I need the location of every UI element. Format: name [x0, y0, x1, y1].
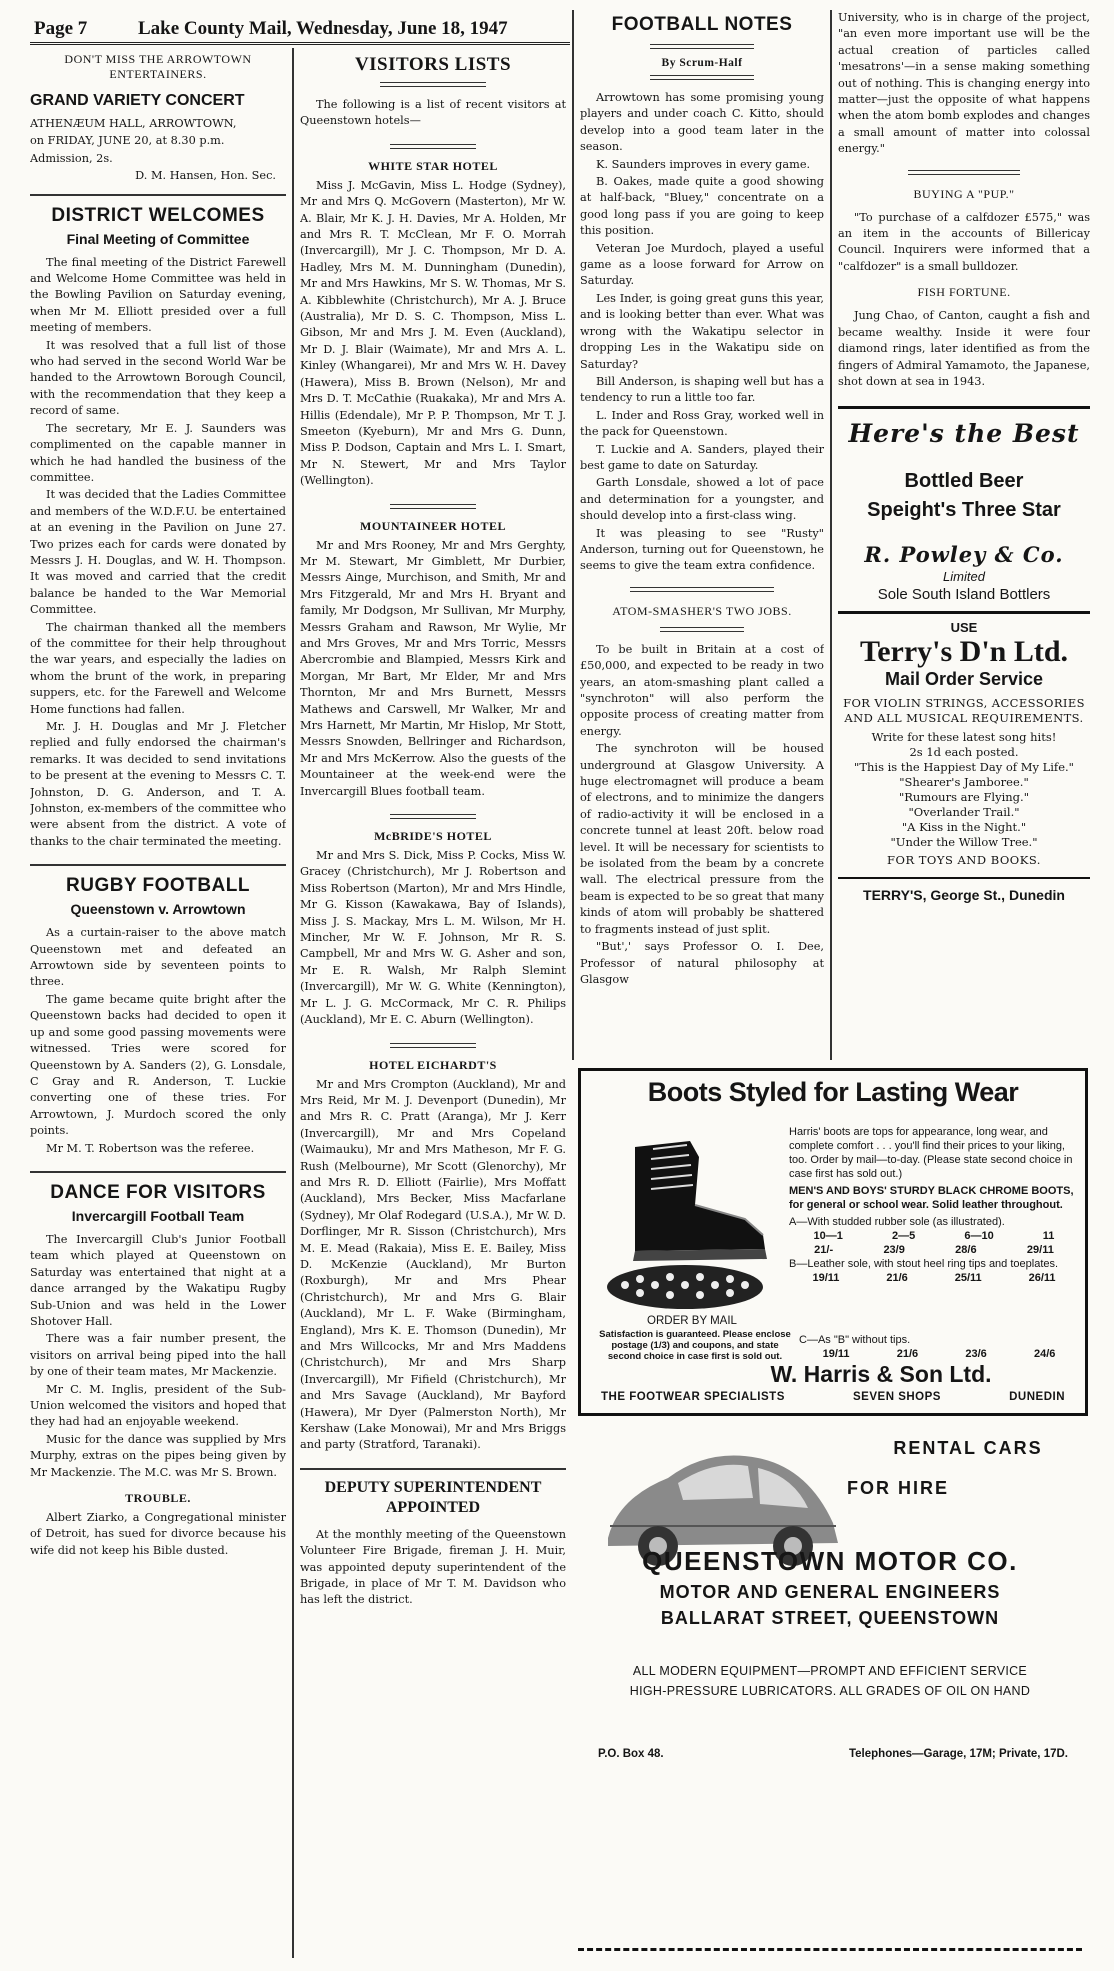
masthead — [30, 12, 570, 45]
paragraph: It was resolved that a full list of those who had served in the second World War be handed to the Arrowtown Borough Council, with the recommendation that they keep a record of same. — [30, 338, 286, 418]
boots-intro: Harris' boots are tops for appearance, long wear, and complete comfort . . . you'll find their prices to your liking, too. Order by mail—to-day. (Please state second choice in case first has sold out.) — [789, 1126, 1073, 1180]
boots-option-b: B—Leather sole, with stout heel ring tips and toeplates. — [789, 1258, 1059, 1270]
boots-footer — [601, 1391, 1065, 1403]
size: 11 — [1042, 1230, 1055, 1242]
paragraph: There was a fair number present, the visitors on arrival being piped into the hall by one of their team mates, Mr Mackenzie. — [30, 1332, 286, 1379]
price: 23/6 — [965, 1348, 987, 1360]
price-row — [789, 1271, 1079, 1285]
paragraph: Mr C. M. Inglis, president of the Sub-Union welcomed the visitors and hoped that they had had an enjoyable weekend. — [30, 1382, 286, 1429]
song-title: "Overlander Trail." — [908, 805, 1020, 820]
rugby-heading: RUGBY FOOTBALL — [66, 875, 250, 897]
beer-brand: Speight's Three Star — [867, 499, 1061, 522]
boots-product: MEN'S AND BOYS' STURDY BLACK CHROME BOOTS, for general or school wear. Solid leather throughout. — [789, 1185, 1074, 1211]
paragraph: The Invercargill Club's Junior Football team which played at Queenstown on Saturday was entertained that night at a dance arranged by the Wakatipu Rugby Sub-Union and was held in the Lower Shotover Hall. — [30, 1232, 286, 1328]
concert-date: on FRIDAY, JUNE 20, at 8.30 p.m. — [30, 134, 225, 148]
hotel-visitors: Mr and Mrs S. Dick, Miss P. Cocks, Miss W. Gracey (Christchurch), Mr J. Robertson and Miss Robertson (Marton), Mr and Mrs Hindle, Mr G. Kisson (Kawakawa, Bay of Islands), Miss J. S. Mackay, Mrs L. M. Wilson, Mr H. Mincher, Mr W. F. Johnson, Mr R. S. Campbell, Mr and Mrs W. G. Asher and son, Mr E. R. Walsh, Mr Ralph Slemint (Invercargill), Mr W. G. White (Kennington), Mr L. J. G. McCormack, Mr C. R. Philips (Auckland), Mr E. C. Aburn (Wellington). — [300, 849, 566, 1027]
column-2 — [300, 52, 566, 1962]
football-heading: FOOTBALL NOTES — [611, 14, 793, 35]
boots-specialists: THE FOOTWEAR SPECIALISTS — [601, 1391, 785, 1403]
size: 6—10 — [964, 1230, 994, 1242]
terrys-name: Terry's D'n Ltd. — [859, 635, 1069, 669]
song-title: "This is the Happiest Day of My Life." — [854, 760, 1074, 775]
column-4 — [838, 10, 1090, 1060]
atom-heading: ATOM-SMASHER'S TWO JOBS. — [612, 603, 792, 618]
district-article — [30, 255, 286, 851]
deputy-heading-1: DEPUTY SUPERINTENDENT — [324, 1478, 542, 1496]
visitors-intro: The following is a list of recent visitors at Queenstown hotels— — [300, 98, 566, 128]
price: 24/6 — [1033, 1348, 1056, 1360]
boots-option-a: A—With studded rubber sole (as illustrated). — [789, 1216, 1005, 1228]
boots-city: DUNEDIN — [1009, 1391, 1065, 1403]
price-row — [789, 1243, 1079, 1257]
beer-company: R. Powley & Co. — [864, 542, 1064, 568]
terrys-service: Mail Order Service — [884, 669, 1044, 690]
trouble-paragraph: Albert Ziarko, a Congregational minister of Detroit, has sued for divorce because his wife did not keep his Bible dusted. — [30, 1511, 286, 1557]
concert-signature: D. M. Hansen, Hon. Sec. — [135, 169, 276, 183]
concert-venue: ATHENÆUM HALL, ARROWTOWN, — [30, 117, 237, 130]
paragraph: T. Luckie and A. Sanders, played their best game to date on Saturday. — [580, 442, 824, 472]
paragraph: Les Inder, is going great guns this year, and is looking better than ever. What was wrong with the Wakatipu selector in dropping Les in the Wakatipu side on Saturday? — [580, 291, 824, 371]
boots-shops: SEVEN SHOPS — [853, 1391, 941, 1403]
rugby-article — [30, 925, 286, 1157]
column-1 — [30, 52, 286, 1962]
paragraph: "But',' says Professor O. I. Dee, Professor of natural philosophy at Glasgow — [580, 940, 824, 986]
song-title: "Rumours are Flying." — [898, 790, 1029, 805]
atom-continued: University, who is in charge of the project, "an even more important use will be the actual creation of particles called 'mesatrons'—in a sense making something out of nothing. This is changing energy into matter—just the opposite of what happens when the atom bomb explodes and changes a small amount of matter into colossal energy." — [838, 11, 1090, 156]
hotel-visitors: Mr and Mrs Rooney, Mr and Mrs Gerghty, Mr M. Stewart, Mr Gimblett, Mr Durbier, Messrs Ainge, Murchison, and Smith, Mr and Mrs Fitzgerald, Mr and Mrs H. Bryant and family, Mr Dodgson, Mr Sullivan, Mr Murphy, Messrs Graham and Rawson, Mr Wylie, Mr and Mrs Groves, Mr and Mrs Torric, Messrs Abercrombie and Blampied, Messrs Kirk and Morgan, Mr Bart, Mr Elder, Mr and Mrs Thornton, Mr and Mrs Burnett, Messrs Mathews and Carswell, Mr Walker, Mr and Mrs Harnett, Mr Martin, Mr Hislop, Mr Stott, Messrs Snowden, Bellringer and Richardson, Mr and Mrs McKerrow. Also the guests of the Mountaineer at the week-end were the Invercargill Blues football team. — [300, 538, 566, 798]
hotel-visitors: Mr and Mrs Crompton (Auckland), Mr and Mrs Reid, Mr M. J. Devenport (Dunedin), Mr and Mrs R. C. Pratt (Aranga), Mr J. Kerr (Invercargill), Mr and Mrs Copeland (Waimauku), Mr and Mrs Matheson, Mr F. G. Rush (Melbourne), Mr Scott (Glenorchy), Mr and Mrs R. D. Elliott (Fairlie), Mrs Moffatt (Auckland), Mrs Becker, Miss Macfarlane (Sydney), Mr Olaf Rodegard (U.S.A.), Mr W. D. Dorflinger, Mr R. Sisson (Christchurch), Mrs M. E. Mead (Rakaia), Miss E. E. Bailey, Miss D. McKenzie (Auckland), Mr Burton (Roxburgh), Mr and Mrs Phear (Christchurch), Mr and Mrs G. Blair (Auckland), Mr L. F. Wake (Birmingham, England), Mrs K. E. Thomson (Dunedin), Mr and Mrs Willcocks, Mr and Mrs Maddens (Christchurch), Mr and Mrs Sharp (Invercargill), Mr Fifield (Christchurch), Mr and Mrs Savage (Auckland), Mr Bayford (Hawera), Mr Dyer (Palmerston North), Mr Kershaw (Lake Monowai), Mr and Mrs Briggs and party (Stratford, Taranaki). — [300, 1077, 566, 1452]
price: 23/9 — [883, 1244, 905, 1256]
rugby-subheading: Queenstown v. Arrowtown — [70, 901, 246, 918]
beer-product: Bottled Beer — [904, 470, 1024, 493]
price: 21/6 — [896, 1348, 919, 1360]
paragraph: It was decided that the Ladies Committee and members of the W.D.F.U. be entertained at an evening in the Pavilion on June 27. Two prizes each for cards were donated by Messrs J. H. Douglas, and W. H. Thompson. It was moved and carried that the credit balance be handed to the War Memorial Committee. — [30, 488, 286, 617]
rental-line-1: RENTAL CARS — [893, 1438, 1043, 1458]
motor-service-2: HIGH-PRESSURE LUBRICATORS. ALL GRADES OF OIL ON HAND — [629, 1684, 1031, 1698]
paragraph: The game became quite bright after the Queenstown backs had decided to open it up and some good passing movements were witnessed. Tries were scored for Queenstown by A. Sanders (2), G. Lonsdale, C Gray and R. Anderson, T. Luckie converting one of these tries. For Arrowtown, J. Murdoch scored the only points. — [30, 992, 286, 1138]
masthead-title: Lake County Mail, Wednesday, June 18, 1947 — [138, 18, 508, 39]
column-rule — [830, 10, 832, 1060]
price: 29/11 — [1026, 1244, 1054, 1256]
hotel-name: MOUNTAINEER HOTEL — [360, 518, 506, 533]
dance-heading: DANCE FOR VISITORS — [50, 1181, 266, 1203]
paragraph: It was pleasing to see "Rusty" Anderson, turning out for Queenstown, he seems to give the team extra confidence. — [580, 526, 824, 573]
price: 21/- — [814, 1244, 834, 1256]
terrys-for-line: FOR VIOLIN STRINGS, ACCESSORIES AND ALL MUSICAL REQUIREMENTS. — [843, 696, 1085, 726]
terrys-advertisement — [838, 614, 1090, 903]
deputy-paragraph: At the monthly meeting of the Queenstown Volunteer Fire Brigade, fireman J. H. Muir, was appointed deputy superintendent of the Brigade, in place of Mr T. M. Davidson who has left the district. — [300, 1527, 566, 1607]
paragraph: As a curtain-raiser to the above match Queenstown met and defeated an Arrowtown side by seventeen points to three. — [30, 926, 286, 989]
fish-heading: FISH FORTUNE. — [917, 285, 1011, 300]
motor-advertisement — [578, 1418, 1082, 1951]
deputy-heading-2: APPOINTED — [385, 1498, 481, 1516]
paragraph: The chairman thanked all the members of the committee for their help throughout the war years, and especially the ladies on whom the brunt of the work, in preparing suppers, etc. for the Farewell and Welcome Home functions had fallen. — [30, 620, 286, 716]
boots-headline: Boots Styled for Lasting Wear — [647, 1077, 1019, 1107]
motor-address: BALLARAT STREET, QUEENSTOWN — [660, 1608, 1000, 1628]
size-row — [789, 1229, 1079, 1243]
rental-line-2: FOR HIRE — [846, 1478, 949, 1498]
motor-po-box: P.O. Box 48. — [598, 1748, 664, 1760]
terrys-use: USE — [950, 620, 978, 636]
district-heading: DISTRICT WELCOMES — [51, 204, 265, 226]
boots-advertisement — [578, 1068, 1088, 1416]
size: 10—1 — [813, 1230, 843, 1242]
price-row — [799, 1347, 1079, 1361]
size: 2—5 — [892, 1230, 916, 1242]
motor-engineers: MOTOR AND GENERAL ENGINEERS — [659, 1582, 1001, 1602]
motor-service-1: ALL MODERN EQUIPMENT—PROMPT AND EFFICIENT SERVICE — [632, 1664, 1028, 1678]
boot-illustration — [595, 1127, 785, 1317]
boots-order: ORDER BY MAIL — [647, 1315, 737, 1327]
district-subheading: Final Meeting of Committee — [66, 230, 250, 247]
price: 19/11 — [812, 1272, 840, 1284]
terrys-write: Write for these latest song hits! — [871, 730, 1057, 745]
price: 25/11 — [954, 1272, 982, 1284]
paragraph: The synchroton will be housed underground at Glasgow University. A huge electromagnet will produce a beam of electrons, and to minimize the dangers of radio-activity it will be enclosed in a concrete tunnel at least 20ft. below road level. It will be necessary for scientists to be isolated from the beam by a concrete wall. The electrical pressure from the beam is expected to be so great that many kinds of atom will probably be shattered to fragments instead of just split. — [580, 742, 824, 936]
hotel-visitors: Miss J. McGavin, Miss L. Hodge (Sydney), Mr and Mrs Q. McGovern (Masterton), Mr W. A. Blair, Mr K. J. H. Davies, Mr A. Holden, Mr and Mrs R. T. McClean, Mr F. O. Morrah (Invercargill), Mr J. C. Thompson, Mr D. A. Hadley, Mrs M. M. Dunningham (Dunedin), Mr and Mrs Hawkins, Mr S. W. Thomas, Mr S. A. Kibblewhite (Christchurch), Mr A. J. Bruce (Australia), Mr D. S. C. Thompson, Miss L. Gibson, Mr and Mrs J. M. Even (Auckland), Mr D. J. Blair (Waimate), Mr and Mrs A. L. Kinley (Whangarei), Mr and Mrs W. H. Davey (Hawera), Miss B. Brown (Nelson), Mr and Mrs D. T. McCathie (Ruakaka), Mr and Mrs A. Hillis (Edendale), Mr P. P. Thompson, Mr T. J. Smeeton (Kyeburn), Mr and Mrs G. Dunn, Miss P. Dodson, Captain and Mrs L. I. Smart, Mr N. Stewert, Mr and Mrs Taylor (Wellington). — [300, 178, 566, 488]
column-rule — [292, 48, 294, 1958]
pup-heading: BUYING A "PUP." — [913, 186, 1015, 201]
paragraph: Mr. J. H. Douglas and Mr J. Fletcher replied and fully endorsed the chairman's remarks. It was decided to send invitations to be present at the evening to Messrs C. T. Johnston, D. G. Anderson, and T. A. Johnston, ex-members of the committee who were absent from the district. A vote of thanks to the chair terminated the meeting. — [30, 720, 286, 848]
column-3 — [580, 12, 824, 1057]
dance-subheading: Invercargill Football Team — [71, 1207, 245, 1224]
song-title: "A Kiss in the Night." — [901, 820, 1027, 835]
column-rule — [572, 10, 574, 1060]
paragraph: Mr M. T. Robertson was the referee. — [46, 1141, 255, 1155]
hotel-name: HOTEL EICHARDT'S — [369, 1057, 497, 1072]
motor-phones: Telephones—Garage, 17M; Private, 17D. — [848, 1748, 1068, 1760]
pup-paragraph: "To purchase of a calfdozer £575," was an item in the accounts of Billericay Council. Inquirers were informed that a "calfdozer" is a small bulldozer. — [838, 210, 1090, 273]
notice-line2: ENTERTAINERS. — [109, 67, 207, 81]
dance-article — [30, 1232, 286, 1481]
fish-paragraph: Jung Chao, of Canton, caught a fish and became wealthy. Inside it were four diamond rings, later identified as from the fingers of Admiral Yamamoto, the Japanese, shot down at sea in 1943. — [838, 309, 1090, 388]
paragraph: Garth Lonsdale, showed a lot of pace and determination for a youngster, and should develop into a first-class wing. — [580, 476, 824, 523]
song-title: "Shearer's Jamboree." — [899, 775, 1029, 790]
trouble-heading: TROUBLE. — [125, 1491, 191, 1506]
boots-company: W. Harris & Son Ltd. — [770, 1361, 992, 1387]
price: 26/11 — [1028, 1272, 1056, 1284]
paragraph: K. Saunders improves in every game. — [596, 157, 811, 171]
beer-role: Sole South Island Bottlers — [877, 586, 1051, 604]
paragraph: L. Inder and Ross Gray, worked well in the pack for Queenstown. — [580, 408, 824, 439]
football-article — [580, 90, 824, 575]
boots-guarantee: Satisfaction is guaranteed. Please enclose postage (1/3) and coupons, and state second choice in case first is sold out. — [599, 1329, 791, 1362]
price: 21/6 — [886, 1272, 908, 1284]
concert-admission: Admission, 2s. — [30, 151, 113, 165]
beer-headline: Here's the Best — [848, 419, 1080, 449]
paragraph: The final meeting of the District Farewell and Welcome Home Committee was held in the Bowling Pavilion on Saturday evening, when Mr M. Elliott presided over a full meeting of members. — [30, 255, 286, 335]
visitors-heading: VISITORS LISTS — [354, 54, 512, 75]
football-byline: By Scrum-Half — [661, 57, 743, 69]
paragraph: Bill Anderson, is shaping well but has a tendency to run a little too far. — [580, 374, 824, 405]
paragraph: The secretary, Mr E. J. Saunders was complimented on the capable manner in which he had handled the business of the committee. — [30, 421, 286, 484]
beer-limited: Limited — [943, 569, 985, 585]
notice-line1: DON'T MISS THE ARROWTOWN — [64, 52, 252, 66]
paragraph: B. Oakes, made quite a good showing at half-back, "Bluey," concentrate on a good long pass if you are going to keep this position. — [580, 175, 824, 238]
motor-company: QUEENSTOWN MOTOR CO. — [642, 1546, 1018, 1576]
page-number: Page 7 — [34, 18, 88, 39]
hotel-name: WHITE STAR HOTEL — [368, 158, 498, 173]
beer-advertisement — [838, 406, 1090, 614]
price: 28/6 — [955, 1244, 977, 1256]
song-title: "Under the Willow Tree." — [890, 835, 1038, 850]
concert-heading: GRAND VARIETY CONCERT — [30, 92, 245, 109]
hotel-name: McBRIDE'S HOTEL — [374, 829, 492, 844]
terrys-address: TERRY'S, George St., Dunedin — [838, 877, 1090, 903]
paragraph: To be built in Britain at a cost of £50,000, and expected to be ready in two years, an atom-smashing plant called a "synchroton" will also perform the opposite process of creating matter from energy. — [580, 642, 824, 738]
terrys-price: 2s 1d each posted. — [909, 745, 1019, 760]
paragraph: Music for the dance was supplied by Mrs Murphy, extras on the pipes being given by Mr Mackenzie. The M.C. was Mr S. Brown. — [30, 1432, 286, 1479]
terrys-toys: FOR TOYS AND BOOKS. — [887, 853, 1041, 868]
price: 19/11 — [822, 1348, 850, 1360]
paragraph: Veteran Joe Murdoch, played a useful game as a loose forward for Arrow on Saturday. — [580, 241, 824, 288]
boots-option-c: C—As "B" without tips. — [799, 1334, 911, 1346]
paragraph: Arrowtown has some promising young players and under coach C. Kitto, should develop into a good team later in the season. — [580, 91, 824, 154]
